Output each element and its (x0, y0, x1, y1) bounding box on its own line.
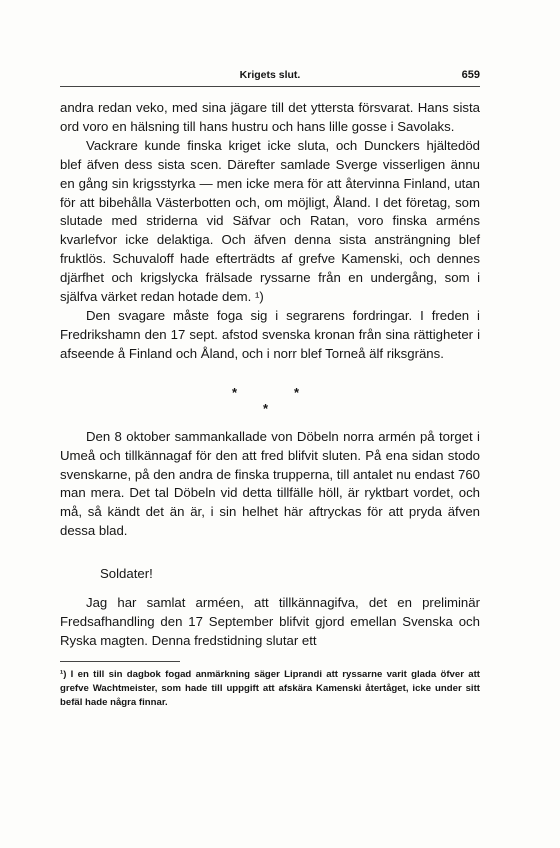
footnote-text: ¹) I en till sin dagbok fogad anmärkning säger Liprandi att ryssarne varit glada öfver att grefve Wachtmeister, som hade till uppgift att afskära Kamenski återtåget, icke under sitt befäl hade några finnar. (60, 668, 480, 709)
paragraph-4: Den 8 oktober sammankallade von Döbeln norra armén på torget i Umeå och tillkännagaf för den att fred blifvit sluten. På ena sidan stodo svenskarne, på den andra de finska trupperna, till antalet nu endast 760 man mera. Det tal Döbeln vid detta tillfälle höll, är ryktbart vordet, och må, så kändt det än är, i sin helhet här aftryckas för att pryda äfven dessa blad. (60, 428, 480, 539)
section-separator (60, 378, 480, 422)
paragraph-1: andra redan veko, med sina jägare till det yttersta försvarat. Hans sista ord voro en hälsning till hans hustru och hans lille gosse i Savolaks. (60, 100, 480, 134)
running-header (60, 64, 480, 87)
separator-star-left: * (232, 384, 238, 400)
paragraph-2: Vackrare kunde finska kriget icke sluta, och Dunckers hjältedöd blef äfven dess sista scen. Därefter samlade Sverge visserligen ännu en gång sin krigsstyrka — men icke mera för att återvinna Finland, utan för att bibehålla Västerbotten och, om möjligt, Åland. I det företag, som slutade med striderna vid Säfvar och Ratan, voro finska arméns kvarlefvor icke delaktiga. Och äfven denna sista ansträngning blef fruktlös. Schuvaloff hade efterträdts af grefve Kamenski, och dennes djärfhet och krigslycka frälsade ryssarne från en undergång, som i själfva värket redan hotade dem. ¹) (60, 137, 480, 305)
page (60, 64, 480, 710)
page-number: 659 (461, 69, 480, 81)
paragraph-3: Den svagare måste foga sig i segrarens fordringar. I freden i Fredrikshamn den 17 sept. afstod svenska kronan från sina rättigheter i afseende å Finland och Åland, och i norr blef Torneå älf riksgräns. (60, 307, 480, 361)
body-text (60, 99, 480, 651)
footnote-rule (60, 661, 180, 662)
footnote (60, 668, 480, 711)
salutation: Soldater! (100, 566, 153, 582)
separator-star-right: * (294, 384, 300, 400)
paragraph-5: Jag har samlat arméen, att tillkännagifva, det en preliminär Fredsafhandling den 17 September blifvit gjord emellan Svenska och Ryska magten. Denna fredstidning slutar ett (60, 595, 480, 648)
running-title: Krigets slut. (239, 69, 301, 81)
separator-star-bottom: * (263, 400, 269, 416)
